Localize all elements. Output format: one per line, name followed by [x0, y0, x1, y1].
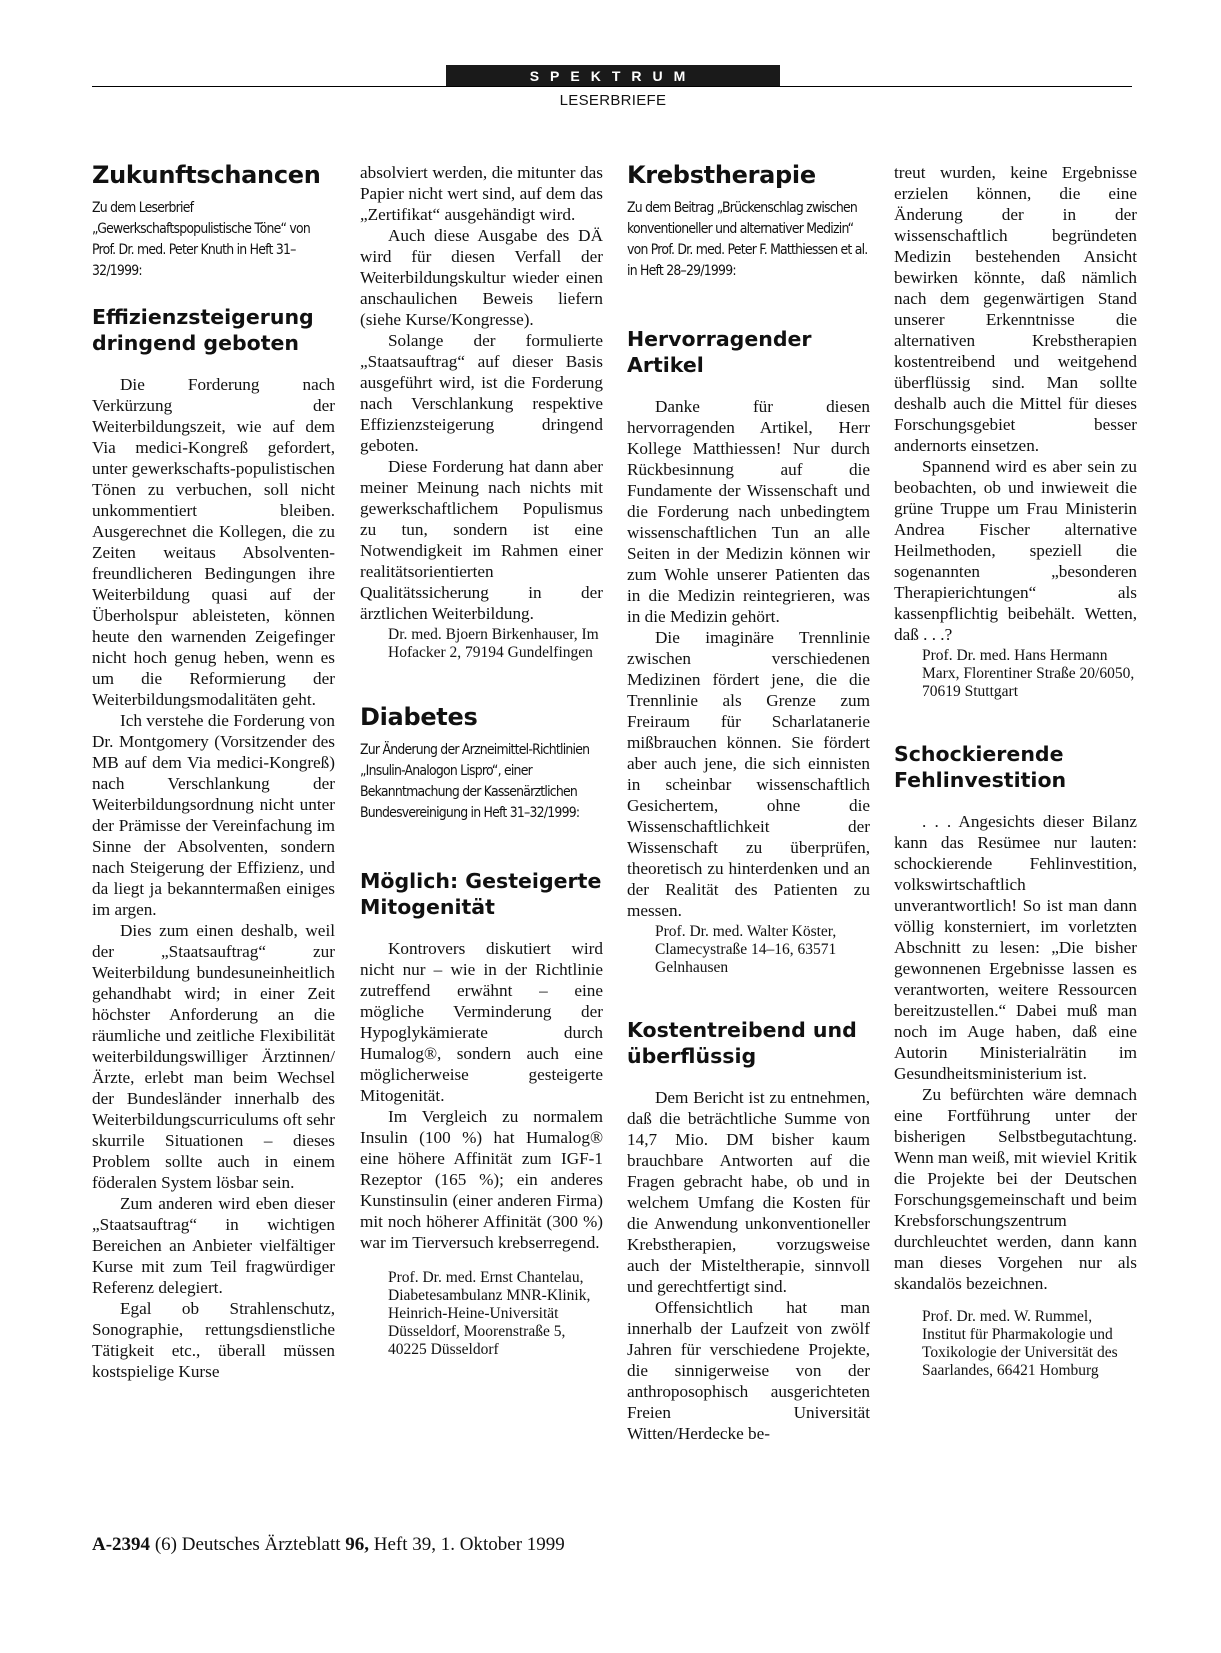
- paragraph: Im Vergleich zu normalem Insulin (100 %) hat Humalog® eine höhere Affinität zum IGF-1 Rezeptor (165 %); ein anderes Kunstinsulin (einer anderen Firma) mit noch höherer Affinität (300 %) war im Tierversuch krebserregend.: [360, 1107, 603, 1252]
- paragraph: Dies zum einen deshalb, weil der „Staatsauftrag“ zur Weiterbildung bundesuneinheitlich gehandhabt wird; in einer Zeit höchster Anforderung an die räumliche und zeitliche Flexibilität weiterbildungswilliger Ärztinnen/Ärzte, erlebt man beim Wechsel der Bundesländer innerhalb des Weiterbildungscurriculums oft sehr skurrile Situationen – dieses Problem sollte auch in einem föderalen System lösbar sein.: [92, 921, 335, 1192]
- paragraph: Zu befürchten wäre demnach eine Fortführung unter der bisherigen Selbstbegutachtung. Wenn man weiß, mit wieviel Kritik die Projekte bei der Deutschen Forschungsgemeinschaft und beim Krebsforschungszentrum durchleuchtet werden, dann kann man dieses Vorgehen nur als skandalös bezeichnen.: [894, 1085, 1138, 1293]
- column-4: [894, 162, 1137, 1380]
- paragraph: Solange der formulierte „Staatsauftrag“ auf dieser Basis ausgeführt wird, ist die Forderung nach Verschlankung respektive Effizienzsteigerung dringend geboten.: [360, 331, 603, 455]
- signature: Prof. Dr. med. Walter Köster, Clamecystraße 14–16, 63571 Gelnhausen: [655, 923, 837, 976]
- section-title: Krebstherapie: [627, 161, 816, 189]
- letter-headline: Effizienzsteigerung dringend geboten: [92, 305, 314, 355]
- section-subtitle: LESERBRIEFE: [559, 92, 667, 109]
- section-title: Diabetes: [360, 703, 478, 731]
- header-rule: [92, 86, 1132, 87]
- volume-number: 96,: [345, 1534, 370, 1555]
- column-1: [92, 162, 335, 1382]
- paragraph: . . . Angesichts dieser Bilanz kann das Resümee nur lauten: schockierende Fehlinvestition, volkswirtschaftlich unverantwortlich! So ist man dann völlig konsterniert, im vorletzten Abschnitt zu lesen: „Die bisher gewonnenen Ergebnisse lassen es verantworten, weitere Ressourcen bereitzustellen.“ Dabei muß man noch im Auge haben, daß eine Autorin Ministerialrätin im Gesundheitsministerium ist.: [894, 812, 1137, 1083]
- paragraph: Danke für diesen hervorragenden Artikel, Herr Kollege Matthiessen! Nur durch Rückbesinnung auf die Fundamente der Wissenschaft und die Forderung nach unbedingtem wissenschaftlichen Tun an alle Seiten in der Medizin können wir zum Wohle unserer Patienten das in die Medizin reintegrieren, was in die Medizin gehört.: [627, 397, 870, 626]
- letter-intro: Zu dem Leserbrief „Gewerkschaftspopulistische Töne“ von Prof. Dr. med. Peter Knuth in Heft 31–32/1999:: [92, 200, 310, 279]
- letter-intro: Zur Änderung der Arzneimittel-Richtlinien „Insulin-Analogon Lispro“, einer Bekanntmachung der Kassenärztlichen Bundesvereinigung in Heft 31–32/1999:: [360, 742, 590, 821]
- paragraph: Diese Forderung hat dann aber meiner Meinung nach nichts mit gewerkschaftlichem Populismus zu tun, sondern ist eine Notwendigkeit im Rahmen einer realitätsorientierten Qualitätssicherung in der ärztlichen Weiterbildung.: [360, 457, 603, 623]
- section-banner: SPEKTRUM: [446, 65, 780, 87]
- paragraph: Die Forderung nach Verkürzung der Weiterbildungszeit, wie auf dem Via medici-Kongreß gefordert, unter gewerkschafts-populistischen Tönen zu verbuchen, soll nicht unkommentiert bleiben. Ausgerechnet die Kollegen, die zu Zeiten weitaus Absolventen-freundlicheren Bedingungen ihre Weiterbildung quasi auf der Überholspur ableisteten, können heute den warnenden Zeigefinger nicht hoch genug heben, wenn es um die Reformierung der Weiterbildungsmodalitäten geht.: [92, 375, 335, 709]
- column-2: [360, 162, 603, 1359]
- journal-name: (6) Deutsches Ärzteblatt: [154, 1534, 341, 1555]
- signature: Dr. med. Bjoern Birkenhauser, Im Hofacker 2, 79194 Gundelfingen: [388, 626, 599, 661]
- signature: Prof. Dr. med. W. Rummel, Institut für Pharmakologie und Toxikologie der Universität des Saarlandes, 66421 Homburg: [922, 1308, 1118, 1379]
- paragraph: Offensichtlich hat man innerhalb der Laufzeit von zwölf Jahren für verschiedene Projekte, die sinnigerweise von der anthroposophisch ausgerichteten Freien Universität Witten/Herdecke be-: [627, 1298, 870, 1443]
- letter-headline: Möglich: Gesteigerte Mitogenität: [360, 869, 602, 919]
- column-3: [627, 162, 870, 1444]
- paragraph: absolviert werden, die mitunter das Papier nicht wert sind, auf dem das „Zertifikat“ ausgehändigt wird.: [360, 163, 603, 224]
- paragraph: Kontrovers diskutiert wird nicht nur – wie in der Richtlinie zutreffend erwähnt – eine mögliche Verminderung der Hypoglykämierate durch Humalog®, sondern auch eine möglicherweise gesteigerte Mitogenität.: [360, 939, 603, 1105]
- paragraph: Dem Bericht ist zu entnehmen, daß die beträchtliche Summe von 14,7 Mio. DM bisher kaum brauchbare Antworten auf die Fragen gebracht habe, ob und in welchem Umfang die Kosten für die Anwendung unkonventioneller Krebstherapien, vorzugsweise auch der Misteltherapie, sinnvoll und gerechtfertigt sind.: [627, 1088, 870, 1296]
- page-number: A-2394: [92, 1534, 151, 1555]
- paragraph: Ich verstehe die Forderung von Dr. Montgomery (Vorsitzender des MB auf dem Via medici-Kongreß) nach Verschlankung der Weiterbildungsordnung nicht unter der Prämisse der Vereinfachung im Sinne der Absolventen, sondern nach Steigerung der Effizienz, und da liegt ja bekanntermaßen einiges im argen.: [92, 711, 335, 919]
- signature: Prof. Dr. med. Hans Hermann Marx, Florentiner Straße 20/6050, 70619 Stuttgart: [922, 647, 1135, 700]
- letter-headline: Hervorragender Artikel: [627, 327, 812, 377]
- paragraph: Auch diese Ausgabe des DÄ wird für diesen Verfall der Weiterbildungskultur wieder einen anschaulichen Beweis liefern (siehe Kurse/Kongresse).: [360, 226, 603, 329]
- letter-headline: Kostentreibend und überflüssig: [627, 1018, 857, 1068]
- paragraph: Zum anderen wird eben dieser „Staatsauftrag“ in wichtigen Bereichen an Anbieter vielfältiger Kurse mit zum Teil fragwürdiger Referenz delegiert.: [92, 1194, 335, 1297]
- signature: Prof. Dr. med. Ernst Chantelau, Diabetesambulanz MNR-Klinik, Heinrich-Heine-Universität Düsseldorf, Moorenstraße 5, 40225 Düsseldorf: [388, 1269, 591, 1358]
- paragraph: Die imaginäre Trennlinie zwischen verschiedenen Medizinen fördert jene, die die Trennlinie als Grenze zum Freiraum für Scharlatanerie mißbrauchen können. Sie fördert aber auch jene, die sich einnisten in scheinbar wissenschaftlich Gesichertem, ohne die Wissenschaftlichkeit der Wissenschaft zu überprüfen, theoretisch zu hinterdenken und an der Realität des Patienten zu messen.: [627, 628, 870, 920]
- paragraph: Egal ob Strahlenschutz, Sonographie, rettungsdienstliche Tätigkeit etc., überall müssen kostspielige Kurse: [92, 1299, 335, 1381]
- paragraph: Spannend wird es aber sein zu beobachten, ob und inwieweit die grüne Truppe um Frau Ministerin Andrea Fischer alternative Heilmethoden, speziell die sogenannten „besonderen Therapierichtungen“ als kassenpflichtig beibehält. Wetten, daß . . .?: [894, 457, 1137, 644]
- issue-date: Heft 39, 1. Oktober 1999: [373, 1534, 565, 1555]
- letter-headline: Schockierende Fehlinvestition: [894, 742, 1067, 792]
- section-title: Zukunftschancen: [92, 161, 321, 189]
- paragraph: treut wurden, keine Ergebnisse erzielen können, die eine Änderung der in der wissenschaftlich begründeten Medizin bestehenden Ansicht bewirken könnte, daß nämlich nach dem gegenwärtigen Stand unserer Erkenntnisse die alternativen Krebstherapien kostentreibend und weitgehend überflüssig sind. Man sollte deshalb auch die Mittel für dieses Forschungsgebiet besser andernorts einsetzen.: [894, 163, 1137, 455]
- letter-intro: Zu dem Beitrag „Brückenschlag zwischen konventioneller und alternativer Medizin“ von Prof. Dr. med. Peter F. Matthiessen et al. in Heft 28–29/1999:: [627, 200, 868, 279]
- page-footer: [92, 1534, 565, 1556]
